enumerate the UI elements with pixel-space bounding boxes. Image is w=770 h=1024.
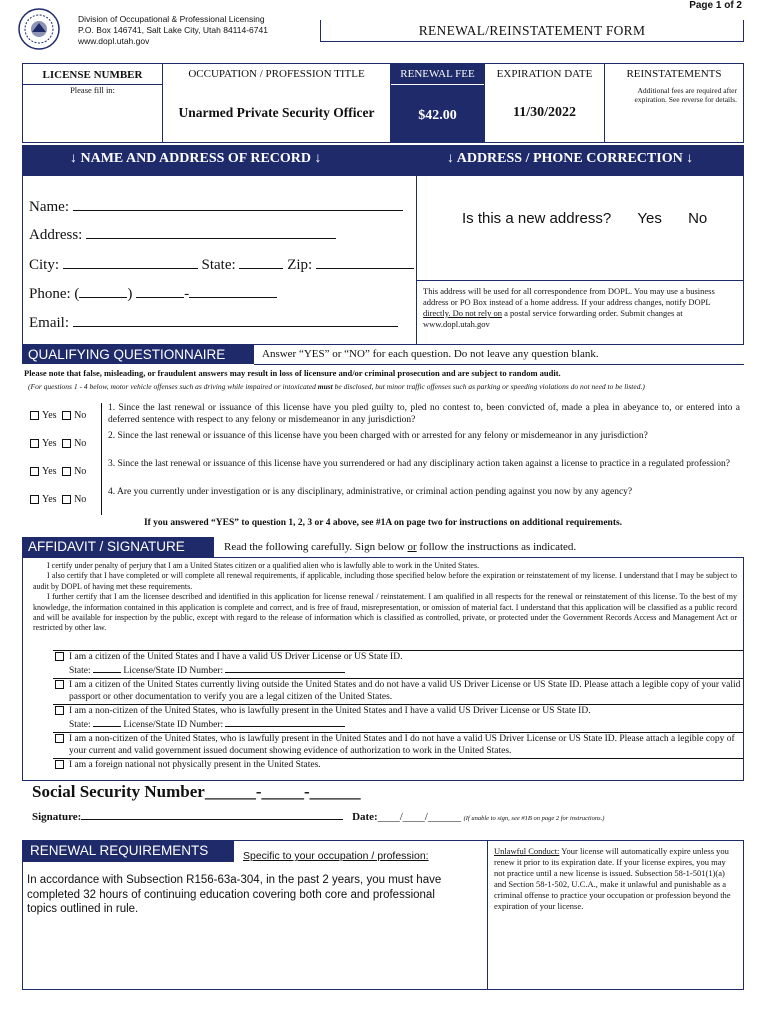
correspondence-note-b: directly. Do not rely on [423, 308, 502, 318]
form-title: RENEWAL/REINSTATEMENT FORM [418, 23, 646, 38]
phone-paren: ) [127, 286, 133, 302]
question-1-yes-label: Yes [42, 410, 57, 421]
questionnaire-note-b: must [317, 382, 333, 391]
question-2-yes-checkbox[interactable] [30, 439, 39, 448]
affidavit-option-3-state-field[interactable] [93, 717, 121, 727]
question-4-no-checkbox[interactable] [62, 495, 71, 504]
affidavit-paragraph-3: I further certify that I am the licensee described and identified in this application for license renewal / reinstatement. I am qualified in all respects for the renewal or reinstatement of this license. To the best of my knowledge, the information contained in this application is complete and correct, and is free of fraud, misrepresentation, or omission of material fact. I understand that this application will be classified as a public record and will be available for inspection by the public, except with regard to the release of information which is classified as controlled, private, or protected under the Government Records Access and Management Act or restricted by other law. [33, 592, 737, 633]
expiration-value: 11/30/2022 [512, 105, 576, 120]
affidavit-option-2 [53, 679, 743, 705]
signature-row [32, 808, 604, 823]
city-field[interactable] [63, 254, 198, 269]
name-label: Name: [29, 199, 69, 215]
question-1-text: 1. Since the last renewal or issuance of this license have you pled guilty to, pled no contest to, been convicted of, made a plea in abeyance to, or entered into a deferred sentence with respect to any felony or misdemeanor in any jurisdiction? [108, 403, 740, 425]
question-2-no-label: No [74, 438, 87, 449]
affidavit-instruction-a: Read the following carefully. Sign below [224, 541, 408, 553]
questionnaire-warning: Please note that false, misleading, or fraudulent answers may result in loss of licensure and/or criminal prosecution and are subject to random audit. [24, 368, 561, 378]
question-1-answers [30, 410, 86, 421]
question-2-yes-label: Yes [42, 438, 57, 449]
occupation-label: OCCUPATION / PROFESSION TITLE [188, 68, 365, 80]
question-row-2 [28, 431, 744, 459]
website-link[interactable]: www.dopl.utah.gov [78, 36, 150, 46]
state-label: State: [201, 257, 236, 273]
division-address: P.O. Box 146741, Salt Lake City, Utah 84114-6741 [78, 25, 268, 35]
record-header-bar [22, 145, 744, 175]
address-field[interactable] [86, 224, 336, 239]
question-4-no-label: No [74, 494, 87, 505]
question-3-answers [30, 466, 86, 477]
renewal-requirements-box [22, 840, 488, 990]
state-field[interactable] [239, 254, 283, 269]
date-field[interactable]: ____/____/______ [377, 811, 461, 823]
email-label: Email: [29, 315, 69, 331]
question-3-no-label: No [74, 466, 87, 477]
phone-area-code-field[interactable] [79, 283, 127, 298]
affidavit-instruction [224, 541, 576, 553]
affidavit-option-3-id-field[interactable] [225, 717, 345, 727]
affidavit-option-1-id-field[interactable] [225, 663, 345, 673]
name-address-header: ↓ NAME AND ADDRESS OF RECORD ↓ [70, 151, 322, 166]
name-row [29, 196, 403, 216]
question-2-no-checkbox[interactable] [62, 439, 71, 448]
city-row [29, 254, 414, 274]
email-row [29, 312, 398, 332]
affidavit-option-5 [53, 759, 743, 771]
renewal-body: In accordance with Subsection R156-63a-304, in the past 2 years, you must have completed 32 hours of continuing education covering both core and professional topics outlined in rule. [27, 874, 442, 915]
new-address-question-row [462, 210, 707, 227]
occupation-value: Unarmed Private Security Officer [178, 105, 375, 120]
question-4-text: 4. Are you currently under investigation or is any disciplinary, administrative, or criminal action pending against you now by any agency? [108, 487, 633, 497]
affidavit-option-5-checkbox[interactable] [55, 760, 64, 769]
phone-dash: - [184, 286, 190, 302]
unlawful-conduct-box [488, 840, 744, 990]
ssn-row [32, 782, 361, 802]
question-3-text: 3. Since the last renewal or issuance of this license have you surrendered or had any disciplinary action taken against a license to practice in a regulated profession? [108, 459, 731, 469]
email-field[interactable] [73, 312, 398, 327]
affidavit-title: AFFIDAVIT / SIGNATURE [22, 537, 214, 557]
affidavit-instruction-c: follow the instructions as indicated. [416, 541, 577, 553]
affidavit-instruction-b: or [407, 541, 417, 553]
affidavit-option-1-state-field[interactable] [93, 663, 121, 673]
unlawful-conduct-text [494, 846, 734, 912]
affidavit-option-4 [53, 733, 743, 759]
header-info [78, 14, 268, 47]
unlawful-conduct-body: Your license will automatically expire unless you renew it prior to its expiration date. If your license expires, you may not practice until a new license is issued. Subsection 58-1-501(1)(a) and Section 58-1-502, U.C.A., make it unlawful and punishable as a criminal offense to practice your occupation or profession beyond the expiration of your license. [494, 846, 731, 911]
questionnaire-instruction: Answer “YES” or “NO” for each question. Do not leave any question blank. [262, 348, 599, 360]
ssn-label: Social Security Number [32, 782, 205, 801]
phone-prefix-field[interactable] [136, 283, 184, 298]
affidavit-option-3-state-label: State: [69, 720, 91, 730]
affidavit-option-1 [53, 651, 743, 679]
new-address-yes[interactable]: Yes [637, 210, 662, 227]
affidavit-paragraph-2: I also certify that I have completed or will complete all renewal requirements, if applicable, including those specified below before the expiration or reinstatement of my license. I understand that I may be subject to audit by DOPL of having met these requirements. [33, 571, 737, 591]
questionnaire-header-row [22, 345, 744, 365]
affidavit-paragraphs [33, 561, 737, 634]
renewal-requirements-title: RENEWAL REQUIREMENTS [22, 840, 234, 862]
address-correction-header: ↓ ADDRESS / PHONE CORRECTION ↓ [447, 151, 694, 166]
question-3-yes-label: Yes [42, 466, 57, 477]
new-address-question: Is this a new address? [462, 210, 612, 227]
renewal-specific-label: Specific to your occupation / profession: [243, 850, 429, 862]
affidavit-paragraph-1: I certify under penalty of perjury that I am a United States citizen or a qualified alien who is lawfully able to work in the United States. [47, 561, 480, 570]
unlawful-conduct-heading: Unlawful Conduct: [494, 846, 560, 856]
affidavit-option-3 [53, 705, 743, 733]
page-number: Page 1 of 2 [689, 0, 742, 11]
affidavit-option-2-checkbox[interactable] [55, 680, 64, 689]
questionnaire-note-c: be disclosed, but minor traffic offenses such as parking or speeding violations do not need to be listed.) [332, 382, 645, 391]
questionnaire-note [28, 382, 740, 392]
address-row [29, 224, 336, 244]
question-4-answers [30, 494, 86, 505]
question-2-answers [30, 438, 86, 449]
question-3-no-checkbox[interactable] [62, 467, 71, 476]
affidavit-option-3-id-label: License/State ID Number: [123, 720, 224, 730]
name-field[interactable] [73, 196, 403, 211]
ssn-field[interactable]: ______-_____-______ [204, 782, 361, 801]
question-3-yes-checkbox[interactable] [30, 467, 39, 476]
question-2-text: 2. Since the last renewal or issuance of this license have you been charged with or arrested for any felony or misdemeanor in any jurisdiction? [108, 431, 648, 441]
affidavit-option-1-checkbox[interactable] [55, 652, 64, 661]
date-label: Date: [352, 811, 378, 823]
questionnaire-note-a: (For questions 1 - 4 below, motor vehicle offenses such as driving while impaired or intoxicated [28, 382, 318, 391]
correction-divider [417, 280, 744, 281]
signature-field[interactable] [81, 808, 343, 820]
reinstatements-note: Additional fees are required after expiration. See reverse for details. [634, 86, 737, 104]
license-number-hint: Please fill in: [70, 85, 115, 95]
license-number-cell [23, 64, 163, 142]
renewal-fee-cell [391, 64, 485, 142]
question-1-no-label: No [74, 410, 87, 421]
form-title-box [320, 20, 744, 42]
question-1-yes-checkbox[interactable] [30, 411, 39, 420]
affidavit-option-2-text: I am a citizen of the United States currently living outside the United States and do not have a valid US Driver License or US State ID. Please attach a legible copy of your valid passport or other documentation to verify you are a legal citizen of the United States. [69, 680, 741, 702]
signature-label: Signature: [32, 811, 82, 823]
affidavit-option-3-text: I am a non-citizen of the United States, who is lawfully present in the United States and I have a valid US Driver License or US State ID. [69, 706, 591, 716]
reinstatements-label: REINSTATEMENTS [626, 68, 722, 80]
reinstatements-cell [605, 64, 743, 142]
affidavit-option-5-text: I am a foreign national not physically present in the United States. [69, 760, 321, 770]
state-seal-logo [18, 8, 60, 50]
questions-block [28, 403, 744, 515]
affidavit-option-1-state-label: State: [69, 666, 91, 676]
yes-answer-note: If you answered “YES” to question 1, 2, 3 or 4 above, see #1A on page two for instructions on additional requirements. [143, 518, 623, 528]
unable-to-sign-note: (If unable to sign, see #1B on page 2 for instructions.) [463, 815, 605, 822]
affidavit-option-4-checkbox[interactable] [55, 734, 64, 743]
license-table-divider [23, 84, 163, 85]
renewal-fee-value: $42.00 [391, 84, 484, 142]
record-section [22, 175, 744, 345]
affidavit-option-1-fields [69, 663, 743, 677]
question-4-yes-label: Yes [42, 494, 57, 505]
phone-row [29, 283, 277, 303]
question-row-3 [28, 459, 744, 487]
question-row-4 [28, 487, 744, 515]
occupation-cell [163, 64, 391, 142]
license-number-label: LICENSE NUMBER [42, 69, 143, 81]
correspondence-note-c: a postal service forwarding order. Submit changes at www.dopl.utah.gov [423, 308, 683, 329]
phone-line-field[interactable] [189, 283, 277, 298]
affidavit-option-3-checkbox[interactable] [55, 706, 64, 715]
new-address-no[interactable]: No [688, 210, 708, 227]
zip-field[interactable] [316, 254, 414, 269]
address-label: Address: [29, 227, 83, 243]
address-correction-panel [416, 176, 743, 344]
question-1-no-checkbox[interactable] [62, 411, 71, 420]
affidavit-box [22, 557, 744, 781]
expiration-cell [485, 64, 605, 142]
city-label: City: [29, 257, 60, 273]
affidavit-options [53, 651, 743, 771]
affidavit-option-1-text: I am a citizen of the United States and I have a valid US Driver License or US State ID. [69, 652, 403, 662]
renewal-fee-label: RENEWAL FEE [391, 64, 484, 84]
correspondence-note-a: This address will be used for all correspondence from DOPL. You may use a business address or PO Box instead of a home address. If your address changes, notify DOPL [423, 286, 715, 307]
question-row-1 [28, 403, 744, 431]
questionnaire-title: QUALIFYING QUESTIONNAIRE [22, 345, 254, 365]
phone-label: Phone: ( [29, 286, 80, 302]
license-table [22, 63, 744, 143]
division-name: Division of Occupational & Professional Licensing [78, 14, 265, 24]
affidavit-option-4-text: I am a non-citizen of the United States, who is lawfully present in the United States and I do not have a valid US Driver License or US State ID. Please attach a legible copy of your current and valid government issued document showing evidence of authorization to work in the United States. [69, 734, 735, 756]
correspondence-note [423, 286, 733, 330]
affidavit-option-1-id-label: License/State ID Number: [123, 666, 224, 676]
affidavit-option-3-fields [69, 717, 743, 731]
expiration-label: EXPIRATION DATE [496, 68, 593, 80]
question-4-yes-checkbox[interactable] [30, 495, 39, 504]
affidavit-header-row [22, 537, 744, 557]
zip-label: Zip: [287, 257, 313, 273]
questionnaire-underline [254, 364, 744, 365]
